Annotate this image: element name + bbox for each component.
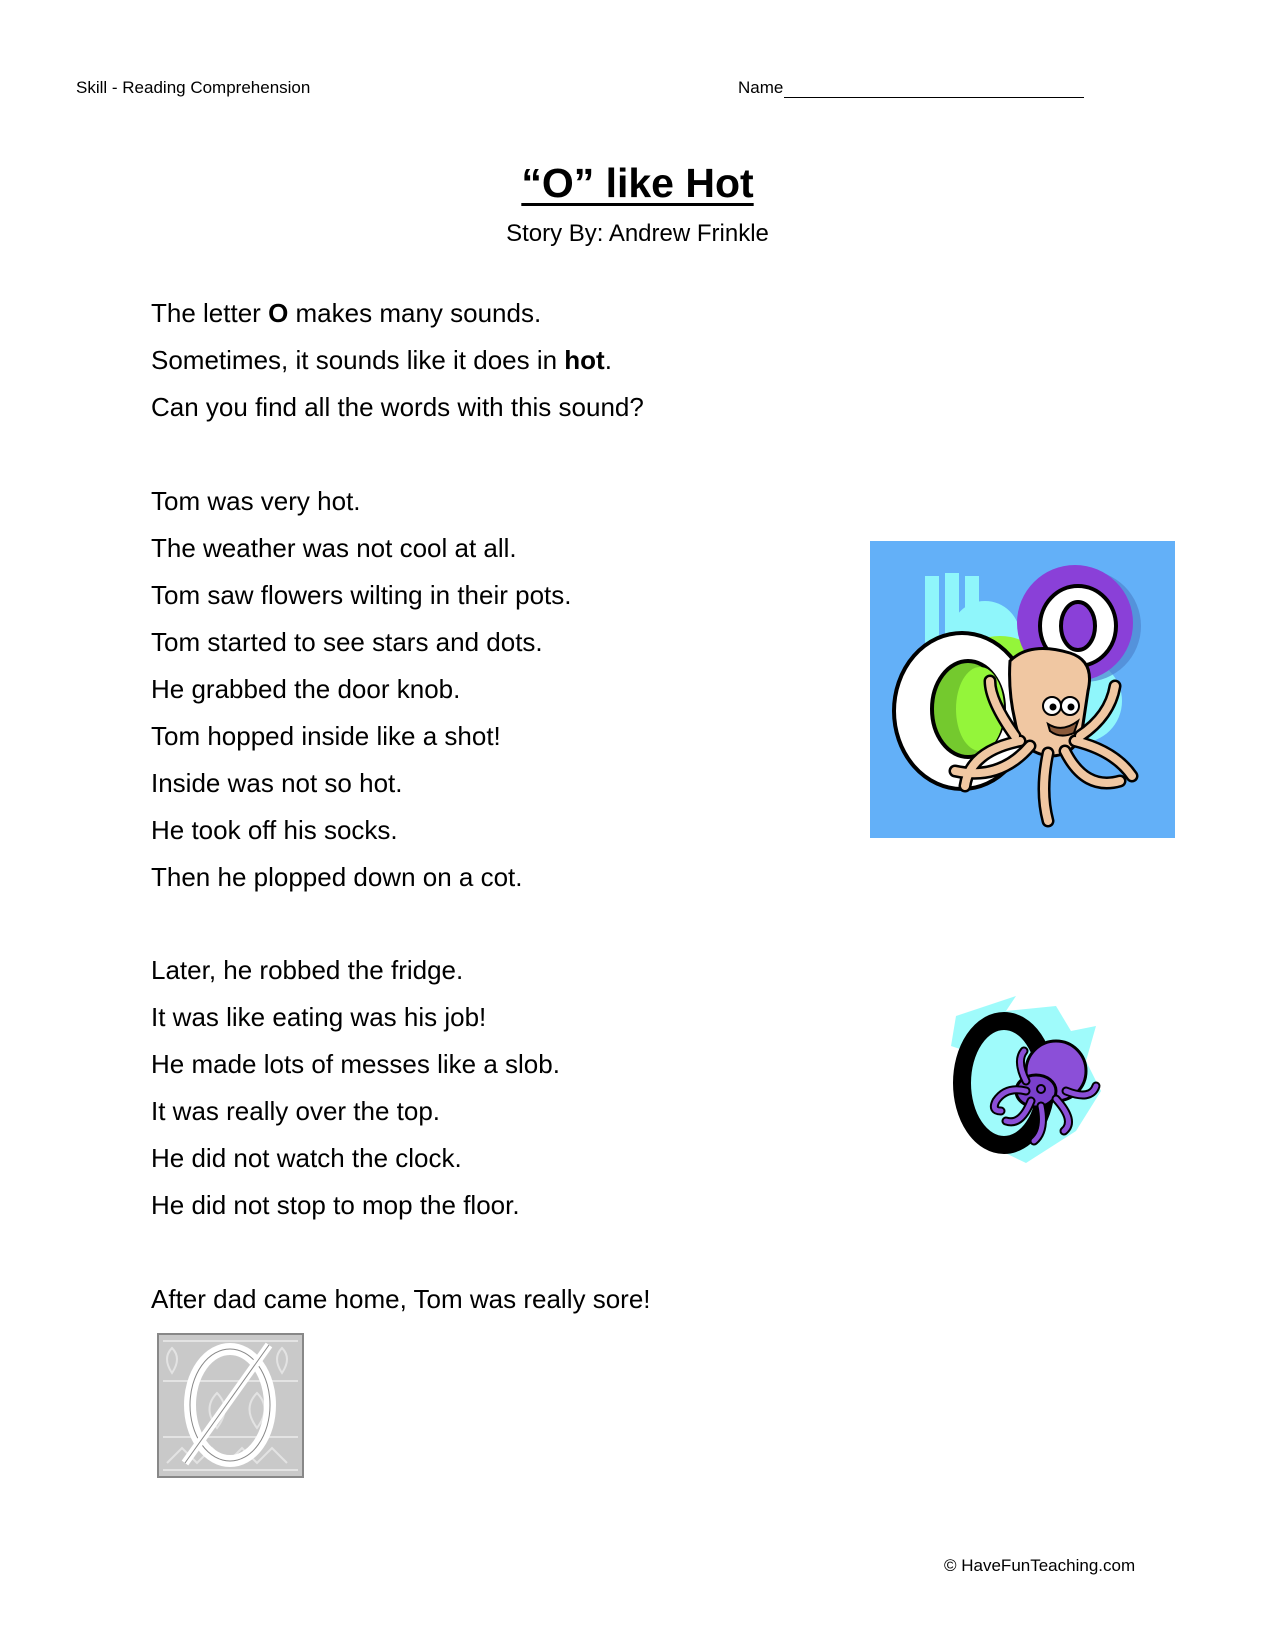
- octopus-letter-o-icon: [870, 541, 1175, 838]
- story-line: He took off his socks.: [151, 815, 398, 845]
- story-line: It was like eating was his job!: [151, 1002, 487, 1032]
- story-line: Later, he robbed the fridge.: [151, 955, 464, 985]
- story-line: Tom started to see stars and dots.: [151, 627, 543, 657]
- story-line: He did not watch the clock.: [151, 1143, 462, 1173]
- name-field[interactable]: [738, 78, 1084, 98]
- story-line: The weather was not cool at all.: [151, 533, 517, 563]
- intro-line: The letter O makes many sounds.: [151, 298, 542, 328]
- story-line: He did not stop to mop the floor.: [151, 1190, 520, 1220]
- page-title: [0, 160, 1275, 207]
- closing-line: After dad came home, Tom was really sore!: [151, 1284, 651, 1314]
- story-author: Story By: Andrew Frinkle: [506, 220, 769, 247]
- intro-line: Can you find all the words with this sound?: [151, 392, 644, 422]
- story-line: He made lots of messes like a slob.: [151, 1049, 560, 1079]
- story-line: Then he plopped down on a cot.: [151, 862, 523, 892]
- name-blank-line[interactable]: [784, 79, 1084, 98]
- copyright-footer: © HaveFunTeaching.com: [944, 1556, 1136, 1575]
- title-text: “O” like Hot: [521, 160, 754, 206]
- story-line: Tom hopped inside like a shot!: [151, 721, 501, 751]
- story-line: Inside was not so hot.: [151, 768, 403, 798]
- name-label: Name: [738, 78, 784, 97]
- skill-label: Skill - Reading Comprehension: [76, 78, 311, 97]
- story-line: It was really over the top.: [151, 1096, 441, 1126]
- purple-octopus-letter-o-icon: [946, 991, 1114, 1166]
- story-line: Tom saw flowers wilting in their pots.: [151, 580, 572, 610]
- ornate-letter-o-icon: [157, 1333, 304, 1478]
- story-line: Tom was very hot.: [151, 486, 361, 516]
- story-line: He grabbed the door knob.: [151, 674, 461, 704]
- intro-line: Sometimes, it sounds like it does in hot.: [151, 345, 612, 375]
